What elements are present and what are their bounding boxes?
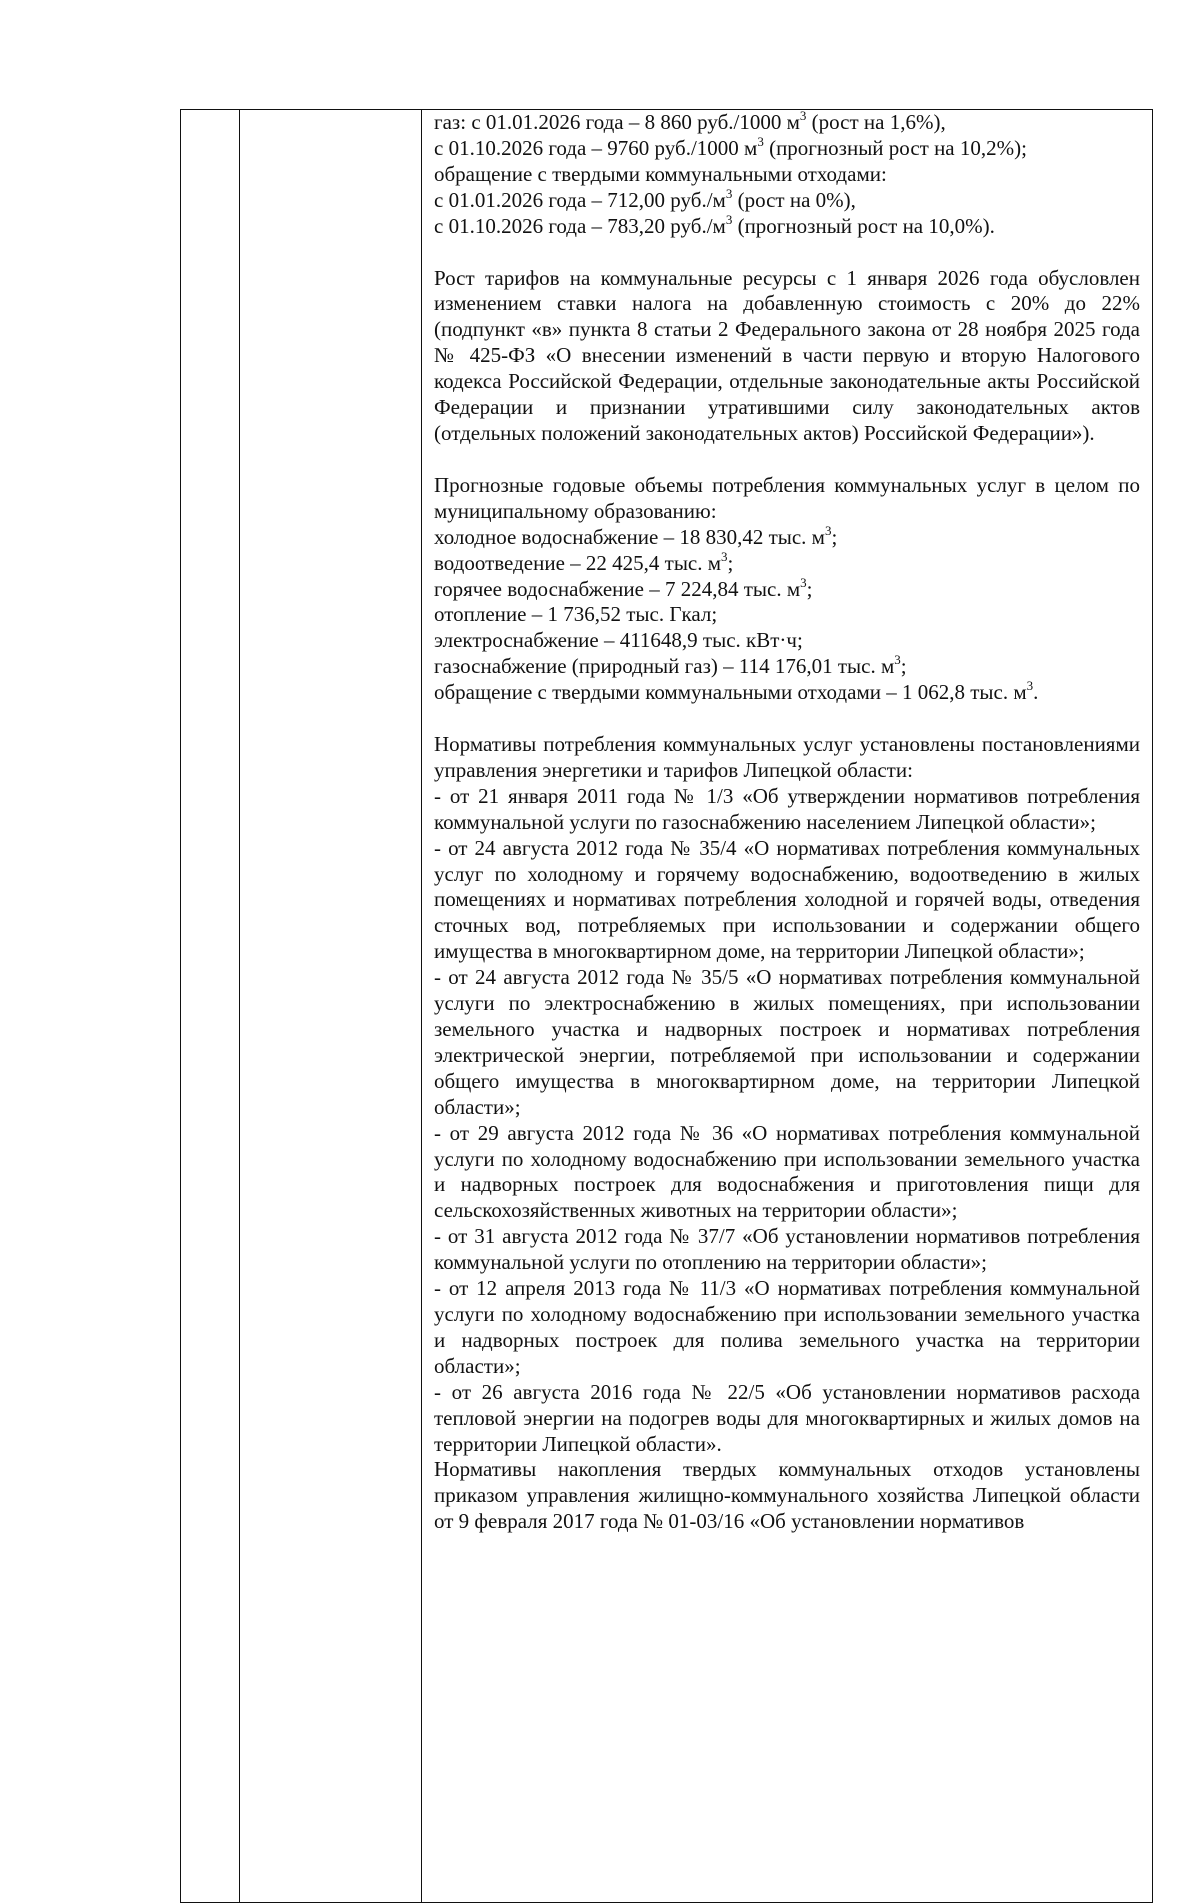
norm-item: - от 24 августа 2012 года № 35/5 «О нормативах потребления коммунальной услуги по электроснабжению в жилых помещениях, при использовании земельного участка и надворных построек и нормативах потребления электрической энергии, потребляемой при использовании и содержании общего имущества в многоквартирном доме, на территории Липецкой области»; (434, 965, 1140, 1119)
table-column-divider (239, 110, 240, 1902)
volume-electricity: электроснабжение – 411648,9 тыс. кВт·ч; (434, 628, 803, 653)
norms-intro: Нормативы потребления коммунальных услуг установлены постановлениями управления энергетики и тарифов Липецкой области: (434, 732, 1140, 782)
tariff-waste-jan: с 01.01.2026 года – 712,00 $руб./м^3$ (рост на 0%), (434, 185, 856, 212)
table-column-divider (421, 110, 422, 1902)
norm-item: - от 31 августа 2012 года № 37/7 «Об установлении нормативов потребления коммунальной услуги по отоплению на территории области»; (434, 1224, 1140, 1275)
volumes-intro: Прогнозные годовые объемы потребления коммунальных услуг в целом по муниципальному образованию: (434, 472, 1140, 523)
volume-cold-water: холодное водоснабжение – 18 830,42 тыс. $м^3$; (434, 522, 838, 549)
volume-waste: обращение с твердыми коммунальными отходами – 1 062,8 тыс. $м^3$. (434, 678, 1039, 705)
tariff-gas-jan: газ: с 01.01.2026 года – 8 860 руб./1000 $м^3$ (рост на 1,6%), (434, 108, 946, 134)
waste-norms-paragraph: Нормативы накопления твердых коммунальных отходов установлены приказом управления жилищно-коммунального хозяйства Липецкой области от 9 февраля 2017 года № 01-03/16 «Об установлении нормативов (434, 1457, 1140, 1534)
norm-item: - от 12 апреля 2013 года № 11/3 «О нормативах потребления коммунальной услуги по холодному водоснабжению при использовании земельного участка и надворных построек для полива земельного участка на территории области»; (434, 1276, 1140, 1378)
volume-hot-water: горячее водоснабжение – 7 224,84 тыс. $м^3$; (434, 574, 813, 601)
volume-wastewater: водоотведение – 22 425,4 тыс. $м^3$; (434, 548, 734, 575)
norm-item: - от 26 августа 2016 года № 22/5 «Об установлении нормативов расхода тепловой энергии на подогрев воды для многоквартирных и жилых домов на территории Липецкой области». (434, 1379, 1140, 1456)
tariff-gas-oct: с 01.10.2026 года – 9760 руб./1000 $м^3$ (прогнозный рост на 10,2%); (434, 133, 1027, 160)
norm-item: - от 24 августа 2012 года № 35/4 «О нормативах потребления коммунальных услуг по холодному и горячему водоснабжению, водоотведению в жилых помещениях и нормативах потребления холодной и горячей воды, отведения сточных вод, потребляемых при использовании и содержании общего имущества в многоквартирном доме, на территории Липецкой области»; (434, 835, 1140, 964)
tariff-waste-oct: с 01.10.2026 года – 783,20 $руб./м^3$ (прогнозный рост на 10,0%). (434, 211, 995, 238)
tariff-growth-paragraph: Рост тарифов на коммунальные ресурсы с 1 января 2026 года обусловлен изменением ставки налога на добавленную стоимость с 20% до 22% (подпункт «в» пункта 8 статьи 2 Федерального закона от 28 ноября 2025 года № 425-ФЗ «О внесении изменений в части первую и вторую Налогового кодекса Российской Федерации, отдельные законодательные акты Российской Федерации и признании утратившими силу законодательных актов (отдельных положений законодательных актов) Российской Федерации»). (434, 265, 1140, 445)
volume-heating: отопление – 1 736,52 тыс. Гкал; (434, 602, 718, 627)
volume-gas: газоснабжение (природный газ) – 114 176,01 тыс. $м^3$; (434, 652, 907, 679)
norm-item: - от 21 января 2011 года № 1/3 «Об утверждении нормативов потребления коммунальной услуги по газоснабжению населением Липецкой области»; (434, 783, 1140, 834)
table-text-cell (434, 110, 1140, 1535)
norm-item: - от 29 августа 2012 года № 36 «О нормативах потребления коммунальной услуги по холодному водоснабжению при использовании земельного участка и надворных построек для водоснабжения и приготовления пищи для сельскохозяйственных животных на территории области»; (434, 1120, 1140, 1223)
tariff-waste-heading: обращение с твердыми коммунальными отходами: (434, 161, 887, 186)
